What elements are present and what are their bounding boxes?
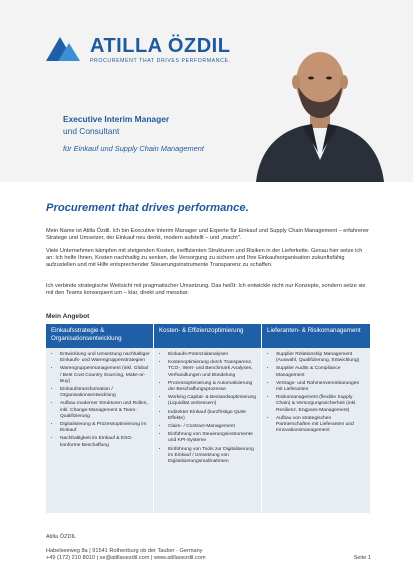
intro-paragraph: Mein Name ist Atilla Özdil. Ich bin Executive Interim Manager und Experte für Einkauf und Supply Chain Management – erfahrener Stratege und Umsetzer, der Einkauf neu denkt, modern aufstellt – und „macht". [46, 228, 370, 242]
hero-focus: für Einkauf und Supply Chain Management [63, 144, 204, 153]
list-item: • Einführung von Tools zur Digitalisierung im Einkauf / Umsetzung von Digitalisierungsmaßnahmen [168, 447, 258, 466]
list-item: • Aufbau moderner Strukturen und Rollen, inkl. Change-Management & Team-Qualifizierung [60, 401, 150, 420]
problem-paragraph: Viele Unternehmen kämpfen mit steigenden Kosten, ineffizienten Strukturen und Risiken in der Lieferkette. Genau hier setze ich an: Ich helfe Ihnen, Kosten nachhaltig zu senken, die Versorgung zu sichern und Ihre Einkaufsorganisation zukunftsfähig aufzustellen und mit Hilfe entsprechender Steuerungsinstrumente Transparenz zu schaffen. [46, 248, 363, 269]
section-title: Mein Angebot [46, 313, 90, 320]
list-item: • Indirekter Einkauf (kurzfristige QuW-Effekte) [168, 410, 258, 422]
offer-table [46, 324, 370, 513]
list-item: • Supplier Relationship Management (Auswahl, Qualifizierung, Entwicklung) [276, 352, 367, 364]
logo-name: ATILLA ÖZDIL [90, 35, 231, 57]
footer-contact: +49 (172) 210 8010 | se@atillaoezdil.com | www.atillaoezdil.com [46, 555, 206, 562]
list-item: • Aufbau von strategischen Partnerschaften mit Lieferanten und Innovationsmanagement [276, 416, 367, 435]
column-header: Kosten- & Effizienzoptimierung [154, 324, 261, 348]
offer-list [46, 348, 153, 449]
list-item: • Warengruppenmanagement (inkl. Global / Best Cost Country Sourcing, Make-or-Buy) [60, 366, 150, 385]
hero-role-secondary: und Consultant [63, 126, 120, 136]
list-item: • Prozessoptimierung & Automatisierung der Beschaffungsprozesse [168, 381, 258, 393]
hero-text [63, 114, 204, 153]
list-item: • Nachhaltigkeit im Einkauf & ESG-konforme Beschaffung [60, 436, 150, 448]
offer-column-cost [154, 324, 262, 513]
offer-list [154, 348, 261, 465]
footer-name: Atilla ÖZDIL [46, 534, 77, 540]
list-item: • Einführung von Steuerungsinstrumente und KPI-Systeme [168, 432, 258, 444]
list-item: • Vertrags- und Rahmenvereinbarungen mit Lieferanten [276, 381, 367, 393]
hero-role: Executive Interim Manager [63, 114, 170, 124]
list-item: • Einkaufstransformation / Organisationsentwicklung [60, 387, 150, 399]
list-item: • Risikomanagement (flexible Supply Chain) & Versorgungssicherheit (inkl. Resilienz, Engpass-Management) [276, 395, 367, 414]
list-item: • Supplier Audits & Compliance Management [276, 366, 367, 378]
offer-column-supplier [262, 324, 370, 513]
logo-mark-icon [46, 37, 84, 63]
offer-column-strategy [46, 324, 154, 513]
column-header: Einkaufsstrategie & Organisationsentwicklung [46, 324, 153, 348]
footer [46, 534, 371, 562]
page-number: Seite 1 [353, 555, 371, 562]
list-item: • Entwicklung und Umsetzung nachhaltiger Einkaufs- und Warengruppenstrategien [60, 352, 150, 364]
portrait-photo [250, 20, 390, 182]
approach-paragraph: Ich verbinde strategische Weitsicht mit pragmatischer Umsetzung. Das heißt: Ich entwickle nicht nur Konzepte, sondern setze sie mit den Teams konsequent um – klar, direkt und messbar. [46, 283, 366, 297]
logo [46, 36, 231, 64]
column-header: Lieferanten- & Risikomanagement [262, 324, 370, 348]
offer-list [262, 348, 370, 434]
list-item: • Digitalisierung & Prozessoptimierung im Einkauf [60, 422, 150, 434]
footer-address: Habelseeweg 8a | 91541 Rothenburg ob der Tauber - Germany [46, 548, 203, 554]
headline: Procurement that drives performance. [46, 202, 249, 214]
list-item: • Einkaufs-Potenzialanalysen [168, 352, 258, 358]
logo-tagline: PROCUREMENT THAT DRIVES PERFORMANCE. [90, 58, 231, 64]
hero-banner [0, 0, 413, 182]
list-item: • Working Capital- & Bestandsoptimierung (Liquidität verbessern) [168, 395, 258, 407]
list-item: • Claim- / Contract-Management [168, 424, 258, 430]
list-item: • Kostenoptimierung durch Transparenz, TCO-, Wert- und Benchmark Analysen, Verhandlungen und Bündelung [168, 360, 258, 379]
